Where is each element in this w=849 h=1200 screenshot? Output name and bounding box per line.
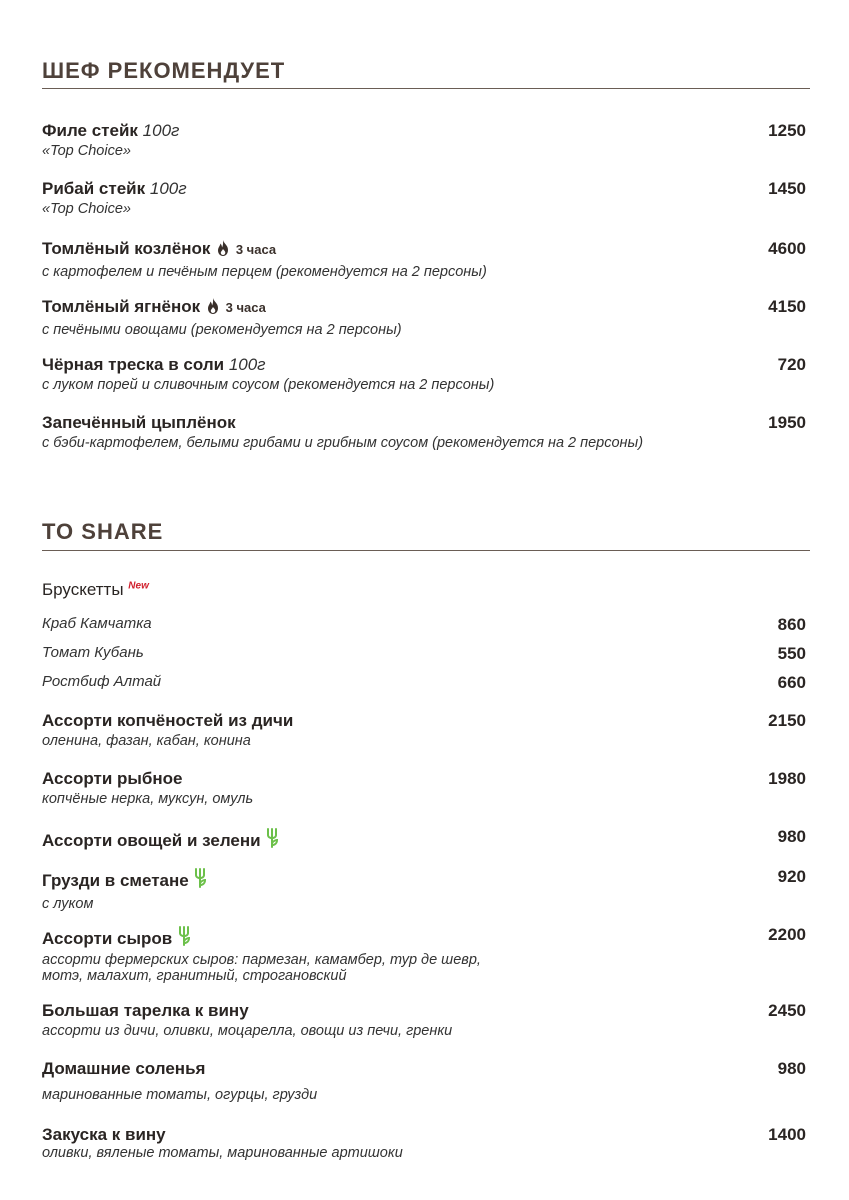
item-weight: 100г	[142, 121, 180, 140]
sub-item	[42, 673, 806, 690]
menu-item	[42, 297, 806, 338]
vegetarian-icon	[177, 925, 191, 952]
menu-item	[42, 867, 806, 912]
new-badge: New	[128, 580, 149, 592]
item-description-continued: мотэ, малахит, гранитный, строгановский	[42, 968, 347, 984]
item-description: с картофелем и печёным перцем (рекомендуется на 2 персоны)	[42, 264, 487, 280]
item-price: 1950	[768, 413, 806, 432]
item-name: Ассорти рыбное	[42, 769, 183, 788]
sub-item-name: Краб Камчатка	[42, 615, 152, 632]
item-name: Закуска к вину	[42, 1125, 166, 1144]
item-price: 720	[777, 355, 806, 374]
item-name: Ассорти сыров	[42, 929, 173, 948]
menu-item	[42, 711, 806, 749]
item-name: Чёрная треска в соли	[42, 355, 225, 374]
item-description: копчёные нерка, муксун, омуль	[42, 791, 254, 807]
menu-item	[42, 239, 806, 280]
item-price: 2450	[768, 1001, 806, 1020]
item-description: с печёными овощами (рекомендуется на 2 персоны)	[42, 322, 402, 338]
menu-item	[42, 1059, 806, 1103]
item-price: 980	[777, 827, 806, 846]
menu-item	[42, 121, 806, 159]
item-price: 550	[777, 644, 806, 663]
item-name: Большая тарелка к вину	[42, 1001, 249, 1020]
section-title-chef: ШЕФ РЕКОМЕНДУЕТ	[42, 58, 286, 83]
sub-item	[42, 615, 806, 632]
sub-item	[42, 644, 806, 661]
cooking-time-badge: 3 часа	[235, 242, 277, 257]
menu-item	[42, 413, 806, 451]
sub-item-name: Ростбиф Алтай	[42, 673, 162, 690]
item-name: Томлёный козлёнок	[42, 239, 211, 258]
item-description: «Top Choice»	[42, 201, 131, 217]
item-price: 4150	[768, 297, 806, 316]
item-name: Грузди в сметане	[42, 871, 189, 890]
item-name: Филе стейк	[42, 121, 138, 140]
item-description: маринованные томаты, огурцы, грузди	[42, 1087, 318, 1103]
item-price: 980	[777, 1059, 806, 1078]
item-description: с бэби-картофелем, белыми грибами и грибным соусом (рекомендуется на 2 персоны)	[42, 435, 644, 451]
item-description: оленина, фазан, кабан, конина	[42, 733, 251, 749]
item-name: Ассорти овощей и зелени	[42, 831, 261, 850]
menu-item	[42, 179, 806, 217]
menu-item-group	[42, 580, 806, 600]
item-name: Домашние соленья	[42, 1059, 206, 1078]
section-title-share: TO SHARE	[42, 519, 164, 544]
cooking-time-badge: 3 часа	[225, 300, 266, 315]
item-name: Рибай стейк	[42, 179, 146, 198]
item-price: 2150	[768, 711, 806, 730]
menu-item	[42, 1001, 806, 1039]
sub-item-name: Томат Кубань	[42, 644, 144, 661]
item-description: с луком порей и сливочным соусом (рекомендуется на 2 персоны)	[42, 377, 495, 393]
item-price: 1450	[768, 179, 806, 198]
item-name: Ассорти копчёностей из дичи	[42, 711, 294, 730]
item-name: Брускетты	[42, 580, 124, 599]
item-price: 920	[777, 867, 806, 886]
item-weight: 100г	[149, 179, 187, 198]
flame-icon	[215, 239, 231, 262]
menu-item	[42, 827, 806, 854]
item-description: с луком	[42, 896, 94, 912]
item-description: оливки, вяленые томаты, маринованные артишоки	[42, 1145, 403, 1161]
item-name: Запечённый цыплёнок	[42, 413, 236, 432]
item-weight: 100г	[228, 355, 266, 374]
menu-item	[42, 769, 806, 807]
item-price: 660	[777, 673, 806, 692]
item-price: 1250	[768, 121, 806, 140]
menu-item	[42, 925, 806, 984]
item-price: 4600	[768, 239, 806, 258]
vegetarian-icon	[265, 827, 279, 854]
item-price: 860	[777, 615, 806, 634]
item-description: ассорти фермерских сыров: пармезан, камамбер, тур де шевр,	[42, 952, 481, 968]
item-name: Томлёный ягнёнок	[42, 297, 201, 316]
menu-item	[42, 355, 806, 393]
menu-item	[42, 1125, 806, 1161]
vegetarian-icon	[193, 867, 207, 894]
item-description: ассорти из дичи, оливки, моцарелла, овощи из печи, гренки	[42, 1023, 453, 1039]
item-price: 1980	[768, 769, 806, 788]
section-divider	[42, 550, 810, 551]
item-price: 2200	[768, 925, 806, 944]
item-price: 1400	[768, 1125, 806, 1144]
item-description: «Top Choice»	[42, 143, 131, 159]
flame-icon	[205, 297, 221, 320]
section-divider	[42, 88, 810, 89]
